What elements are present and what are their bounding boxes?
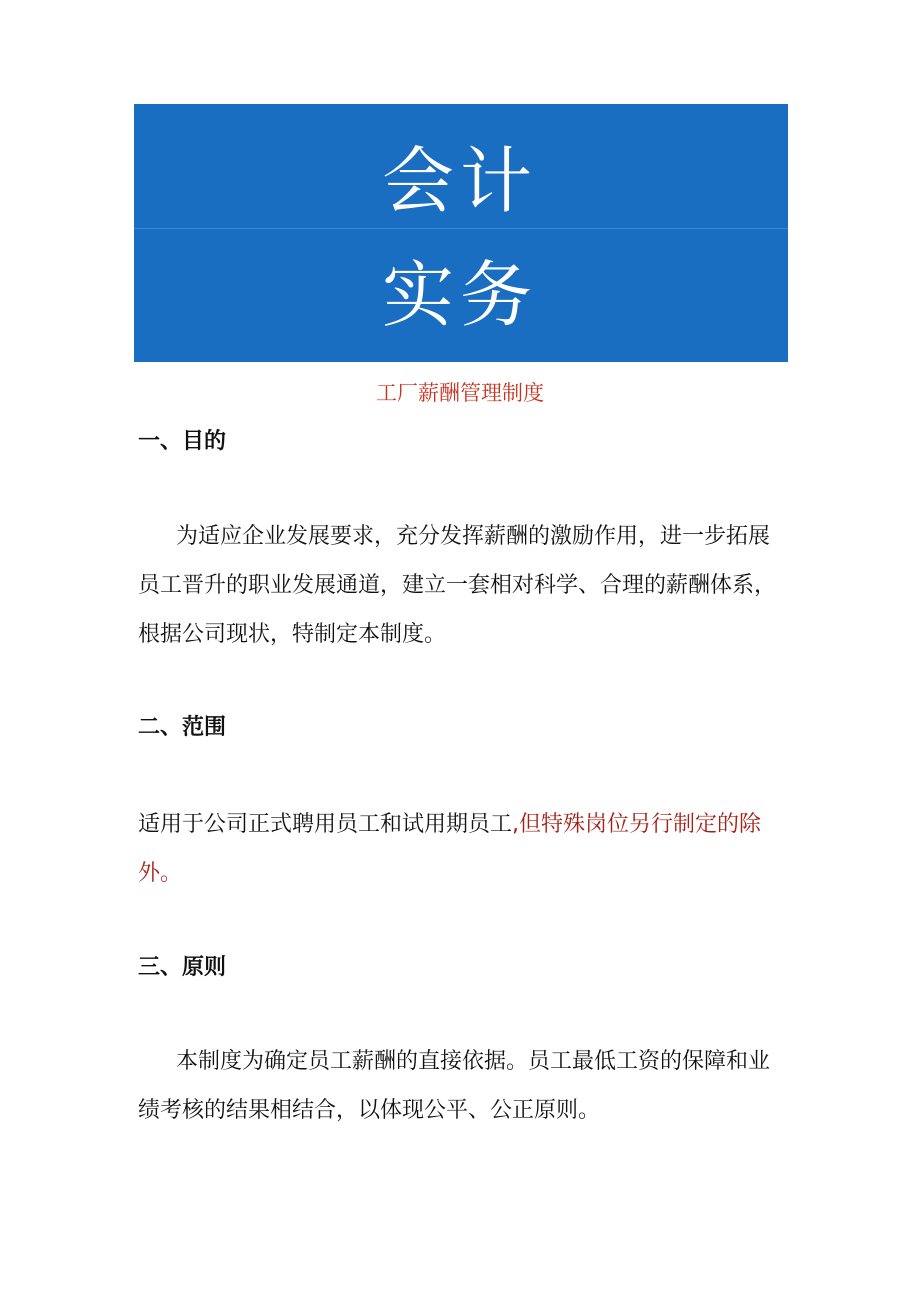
section-body-purpose: 为适应企业发展要求，充分发挥薪酬的激励作用，进一步拓展员工晋升的职业发展通道，建立一套相对科学、合理的薪酬体系，根据公司现状，特制定本制度。 <box>138 524 777 647</box>
section-heading-scope: 二、范围 <box>138 715 227 740</box>
scope-text-highlight: ,但特殊岗位另行制定的除外。 <box>138 812 762 886</box>
section-heading-principle: 三、原则 <box>138 955 227 980</box>
banner-divider <box>134 228 788 229</box>
banner-title-line-1: 会计 <box>381 139 538 223</box>
scope-text-normal: 适用于公司正式聘用员工和试用期员工 <box>138 812 513 837</box>
document-title: 工厂薪酬管理制度 <box>376 381 544 405</box>
section-body-scope <box>138 800 786 898</box>
section-heading-purpose: 一、目的 <box>138 429 227 454</box>
section-body-principle: 本制度为确定员工薪酬的直接依据。员工最低工资的保障和业绩考核的结果相结合，以体现公平、公正原则。 <box>138 1049 771 1123</box>
banner-title-line-2: 实务 <box>381 253 538 337</box>
